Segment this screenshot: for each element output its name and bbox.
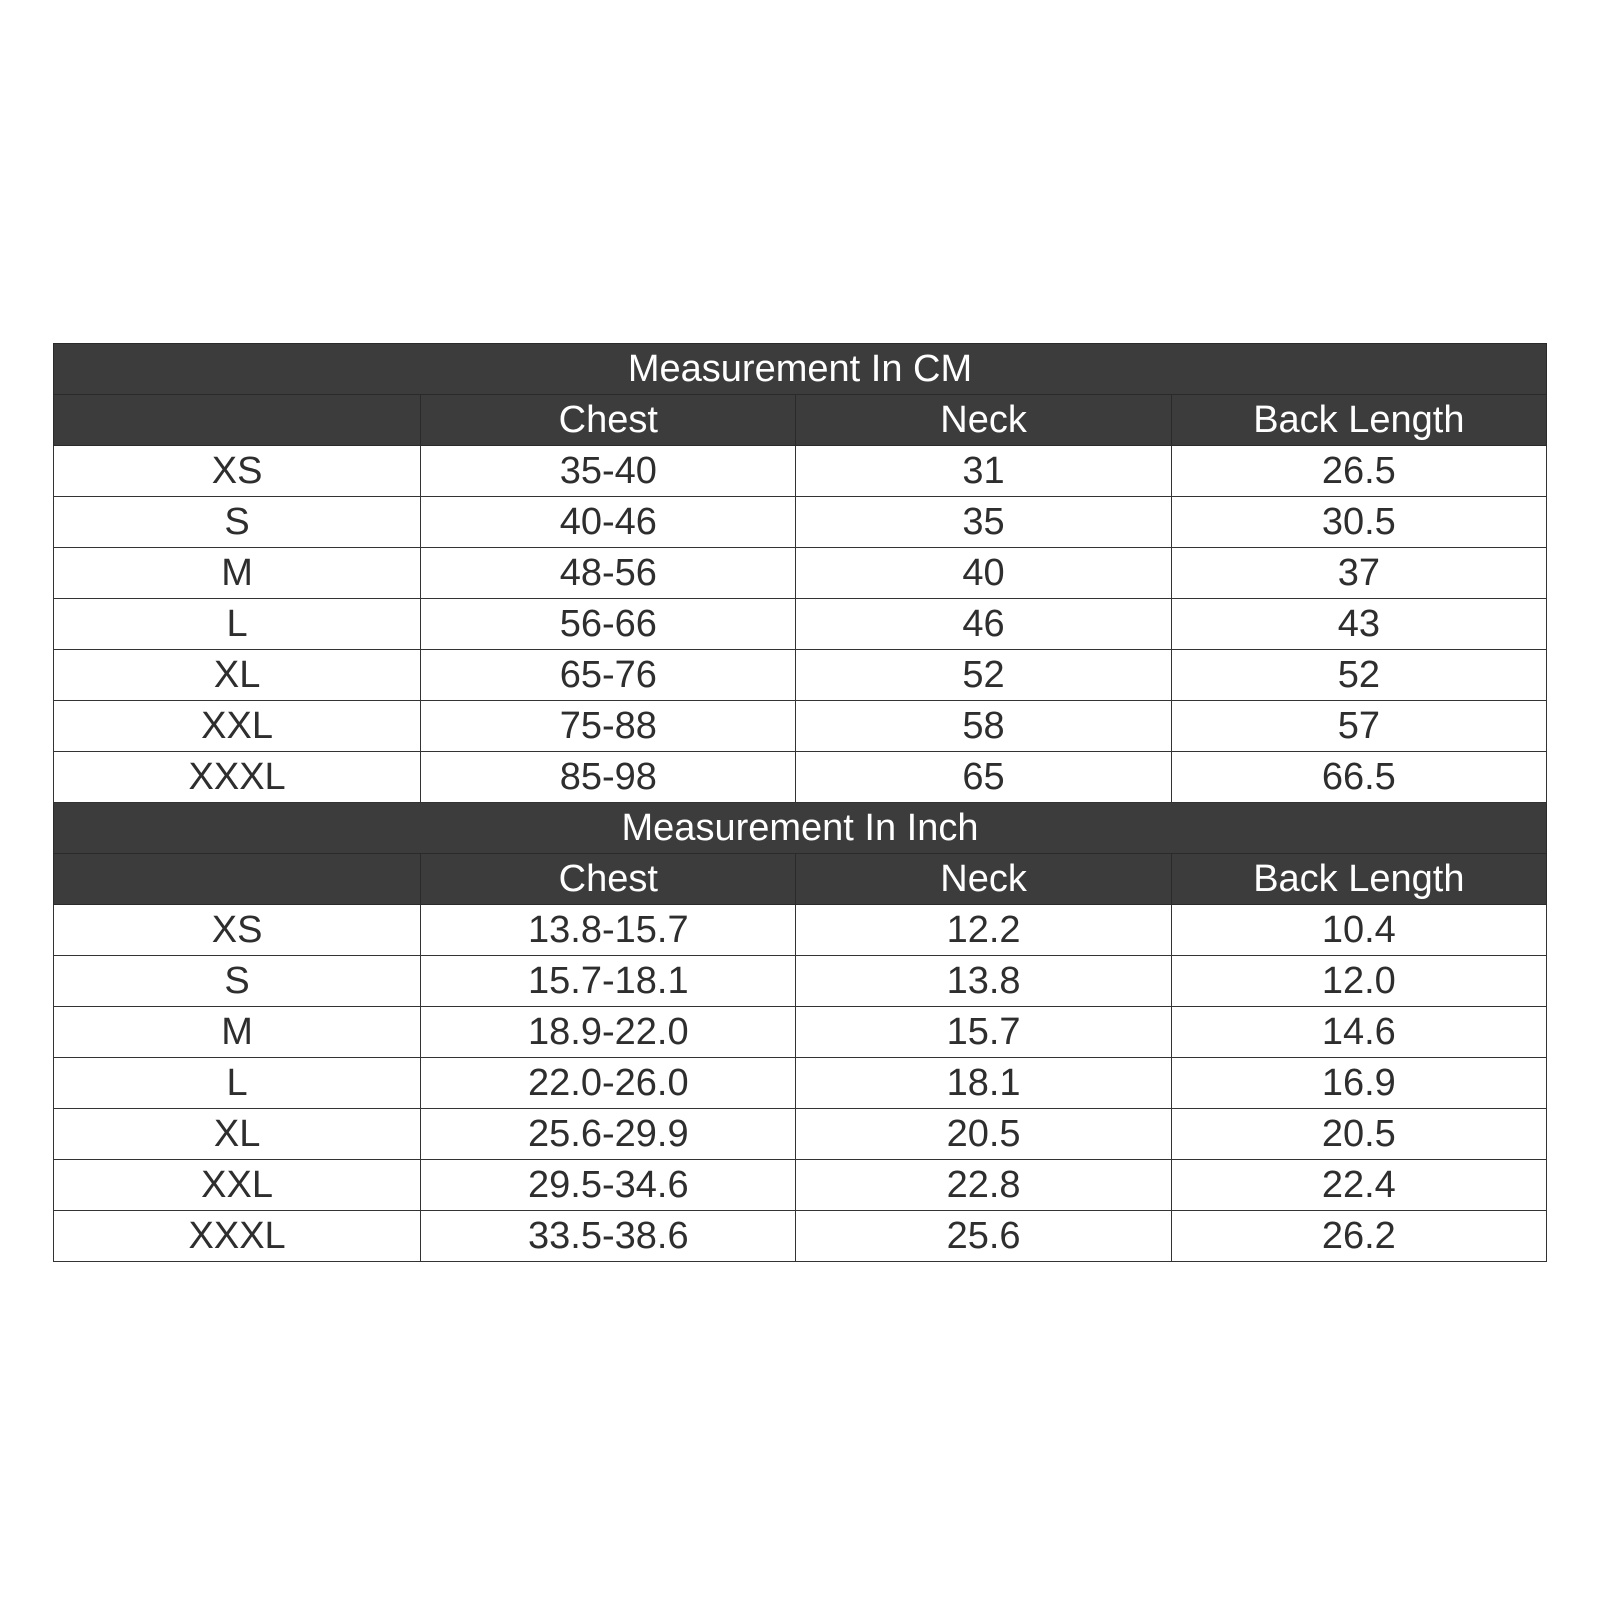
measurement-cell: 58 [796, 701, 1171, 752]
column-header [54, 854, 421, 905]
table-row [54, 1007, 1547, 1058]
measurement-cell: 40 [796, 548, 1171, 599]
table-row [54, 1160, 1547, 1211]
table-row [54, 1109, 1547, 1160]
measurement-cell: 40-46 [421, 497, 796, 548]
table-row [54, 956, 1547, 1007]
table-row [54, 1058, 1547, 1109]
table-row [54, 497, 1547, 548]
size-label-cell: XL [54, 1109, 421, 1160]
column-header-row-inch [54, 854, 1547, 905]
measurement-cell: 29.5-34.6 [421, 1160, 796, 1211]
size-label-cell: XXL [54, 1160, 421, 1211]
section-title-row-inch [54, 803, 1547, 854]
column-header: Chest [421, 854, 796, 905]
measurement-cell: 57 [1171, 701, 1546, 752]
measurement-cell: 35 [796, 497, 1171, 548]
section-title-cm: Measurement In CM [54, 344, 1547, 395]
section-title-inch: Measurement In Inch [54, 803, 1547, 854]
measurement-cell: 46 [796, 599, 1171, 650]
column-header: Chest [421, 395, 796, 446]
measurement-cell: 13.8 [796, 956, 1171, 1007]
measurement-cell: 22.8 [796, 1160, 1171, 1211]
measurement-cell: 75-88 [421, 701, 796, 752]
measurement-cell: 26.2 [1171, 1211, 1546, 1262]
measurement-cell: 18.9-22.0 [421, 1007, 796, 1058]
measurement-cell: 15.7-18.1 [421, 956, 796, 1007]
measurement-cell: 22.4 [1171, 1160, 1546, 1211]
measurement-cell: 20.5 [796, 1109, 1171, 1160]
table-row [54, 446, 1547, 497]
size-label-cell: XXL [54, 701, 421, 752]
table-row [54, 599, 1547, 650]
measurement-cell: 85-98 [421, 752, 796, 803]
table-row [54, 1211, 1547, 1262]
measurement-cell: 18.1 [796, 1058, 1171, 1109]
measurement-cell: 65 [796, 752, 1171, 803]
measurement-cell: 33.5-38.6 [421, 1211, 796, 1262]
size-label-cell: M [54, 548, 421, 599]
measurement-cell: 15.7 [796, 1007, 1171, 1058]
measurement-cell: 65-76 [421, 650, 796, 701]
size-label-cell: XXXL [54, 752, 421, 803]
size-label-cell: S [54, 497, 421, 548]
measurement-cell: 22.0-26.0 [421, 1058, 796, 1109]
size-label-cell: XXXL [54, 1211, 421, 1262]
size-label-cell: XS [54, 905, 421, 956]
measurement-cell: 43 [1171, 599, 1546, 650]
size-chart-body [54, 344, 1547, 1262]
size-label-cell: XL [54, 650, 421, 701]
measurement-cell: 66.5 [1171, 752, 1546, 803]
table-row [54, 701, 1547, 752]
section-title-row-cm [54, 344, 1547, 395]
measurement-cell: 12.0 [1171, 956, 1546, 1007]
measurement-cell: 37 [1171, 548, 1546, 599]
column-header [54, 395, 421, 446]
size-label-cell: M [54, 1007, 421, 1058]
measurement-cell: 25.6 [796, 1211, 1171, 1262]
size-label-cell: L [54, 1058, 421, 1109]
measurement-cell: 14.6 [1171, 1007, 1546, 1058]
measurement-cell: 31 [796, 446, 1171, 497]
size-label-cell: L [54, 599, 421, 650]
table-row [54, 905, 1547, 956]
measurement-cell: 52 [796, 650, 1171, 701]
measurement-cell: 30.5 [1171, 497, 1546, 548]
size-label-cell: S [54, 956, 421, 1007]
measurement-cell: 56-66 [421, 599, 796, 650]
table-row [54, 548, 1547, 599]
size-chart-table [53, 343, 1547, 1262]
measurement-cell: 12.2 [796, 905, 1171, 956]
measurement-cell: 26.5 [1171, 446, 1546, 497]
measurement-cell: 13.8-15.7 [421, 905, 796, 956]
table-row [54, 650, 1547, 701]
column-header: Neck [796, 854, 1171, 905]
measurement-cell: 48-56 [421, 548, 796, 599]
measurement-cell: 20.5 [1171, 1109, 1546, 1160]
measurement-cell: 35-40 [421, 446, 796, 497]
size-label-cell: XS [54, 446, 421, 497]
column-header: Back Length [1171, 854, 1546, 905]
measurement-cell: 10.4 [1171, 905, 1546, 956]
measurement-cell: 52 [1171, 650, 1546, 701]
column-header: Back Length [1171, 395, 1546, 446]
table-row [54, 752, 1547, 803]
measurement-cell: 16.9 [1171, 1058, 1546, 1109]
measurement-cell: 25.6-29.9 [421, 1109, 796, 1160]
column-header-row-cm [54, 395, 1547, 446]
column-header: Neck [796, 395, 1171, 446]
